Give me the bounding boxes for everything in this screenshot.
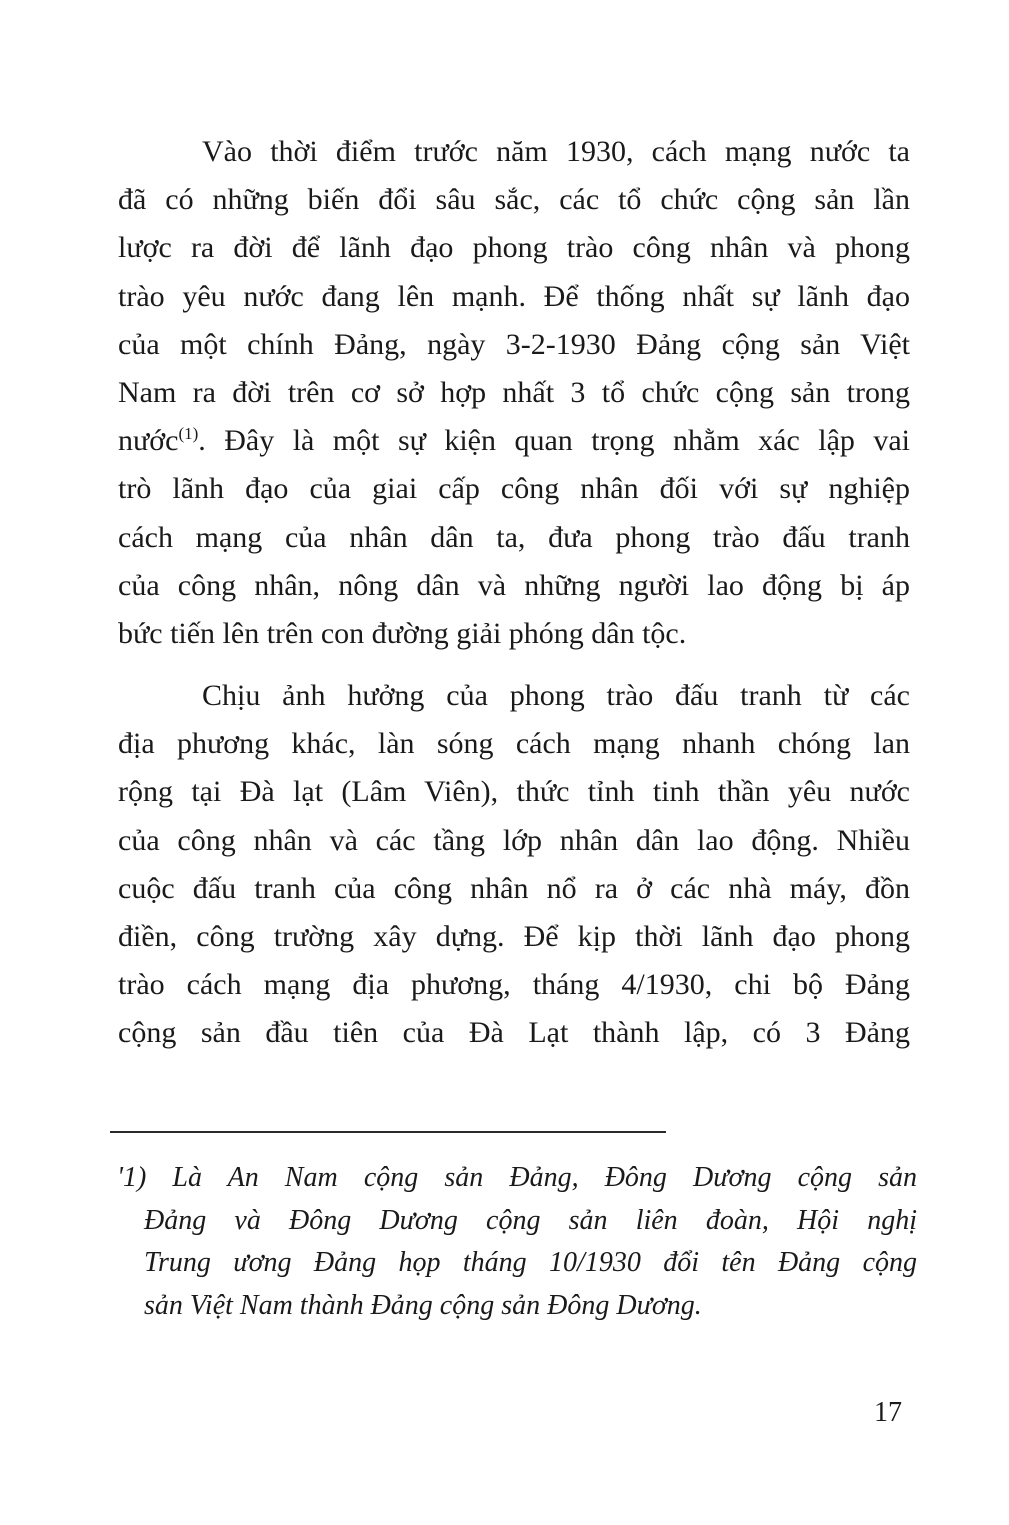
paragraph-2 (118, 672, 910, 1058)
footnote-line: '1) Là An Nam cộng sản Đảng, Đông Dương cộng sản (117, 1162, 917, 1193)
paragraph-1 (118, 128, 910, 658)
paragraph-line: Chịu ảnh hưởng của phong trào đấu tranh từ các (202, 679, 910, 712)
footnote-reference: (1) (178, 424, 199, 444)
paragraph-line: địa phương khác, làn sóng cách mạng nhanh chóng lan (118, 727, 910, 761)
footnote (117, 1157, 917, 1327)
footnote-line: sản Việt Nam thành Đảng cộng sản Đông Dương. (144, 1289, 702, 1321)
paragraph-line: trào yêu nước đang lên mạnh. Để thống nhất sự lãnh đạo (118, 279, 910, 313)
paragraph-line: trò lãnh đạo của giai cấp công nhân đối với sự nghiệp (118, 472, 910, 506)
paragraph-line: cách mạng của nhân dân ta, đưa phong trào đấu tranh (118, 520, 910, 554)
paragraph-line: điền, công trường xây dựng. Để kịp thời lãnh đạo phong (118, 920, 910, 954)
paragraph-line: đã có những biến đổi sâu sắc, các tổ chức cộng sản lần (118, 183, 910, 217)
paragraph-line: bức tiến lên trên con đường giải phóng dân tộc. (118, 617, 687, 651)
page-number: 17 (874, 1397, 902, 1428)
paragraph-line: trào cách mạng địa phương, tháng 4/1930, chi bộ Đảng (118, 968, 910, 1002)
paragraph-line: cộng sản đầu tiên của Đà Lạt thành lập, có 3 Đảng (118, 1016, 910, 1050)
paragraph-line: của công nhân, nông dân và những người lao động bị áp (118, 568, 910, 602)
paragraph-line: lược ra đời để lãnh đạo phong trào công nhân và phong (118, 231, 910, 265)
paragraph-line: cuộc đấu tranh của công nhân nổ ra ở các nhà máy, đồn (118, 871, 910, 905)
paragraph-line: của một chính Đảng, ngày 3-2-1930 Đảng cộng sản Việt (118, 327, 910, 361)
footnote-line: Trung ương Đảng họp tháng 10/1930 đổi tên Đảng cộng (144, 1247, 917, 1278)
paragraph-line: Vào thời điểm trước năm 1930, cách mạng nước ta (202, 135, 910, 168)
paragraph-line: Nam ra đời trên cơ sở hợp nhất 3 tổ chức cộng sản trong (118, 376, 910, 410)
footnote-divider (110, 1131, 666, 1133)
paragraph-line-with-footnote-ref (118, 417, 910, 465)
paragraph-line: rộng tại Đà lạt (Lâm Viên), thức tỉnh tinh thần yêu nước (118, 775, 910, 809)
line-text-before-ref: nước (118, 424, 179, 458)
line-text-after-ref: . Đây là một sự kiện quan trọng nhằm xác lập vai (198, 424, 910, 458)
footnote-line: Đảng và Đông Dương cộng sản liên đoàn, Hội nghị (144, 1204, 917, 1236)
paragraph-line: của công nhân và các tầng lớp nhân dân lao động. Nhiều (118, 823, 910, 857)
